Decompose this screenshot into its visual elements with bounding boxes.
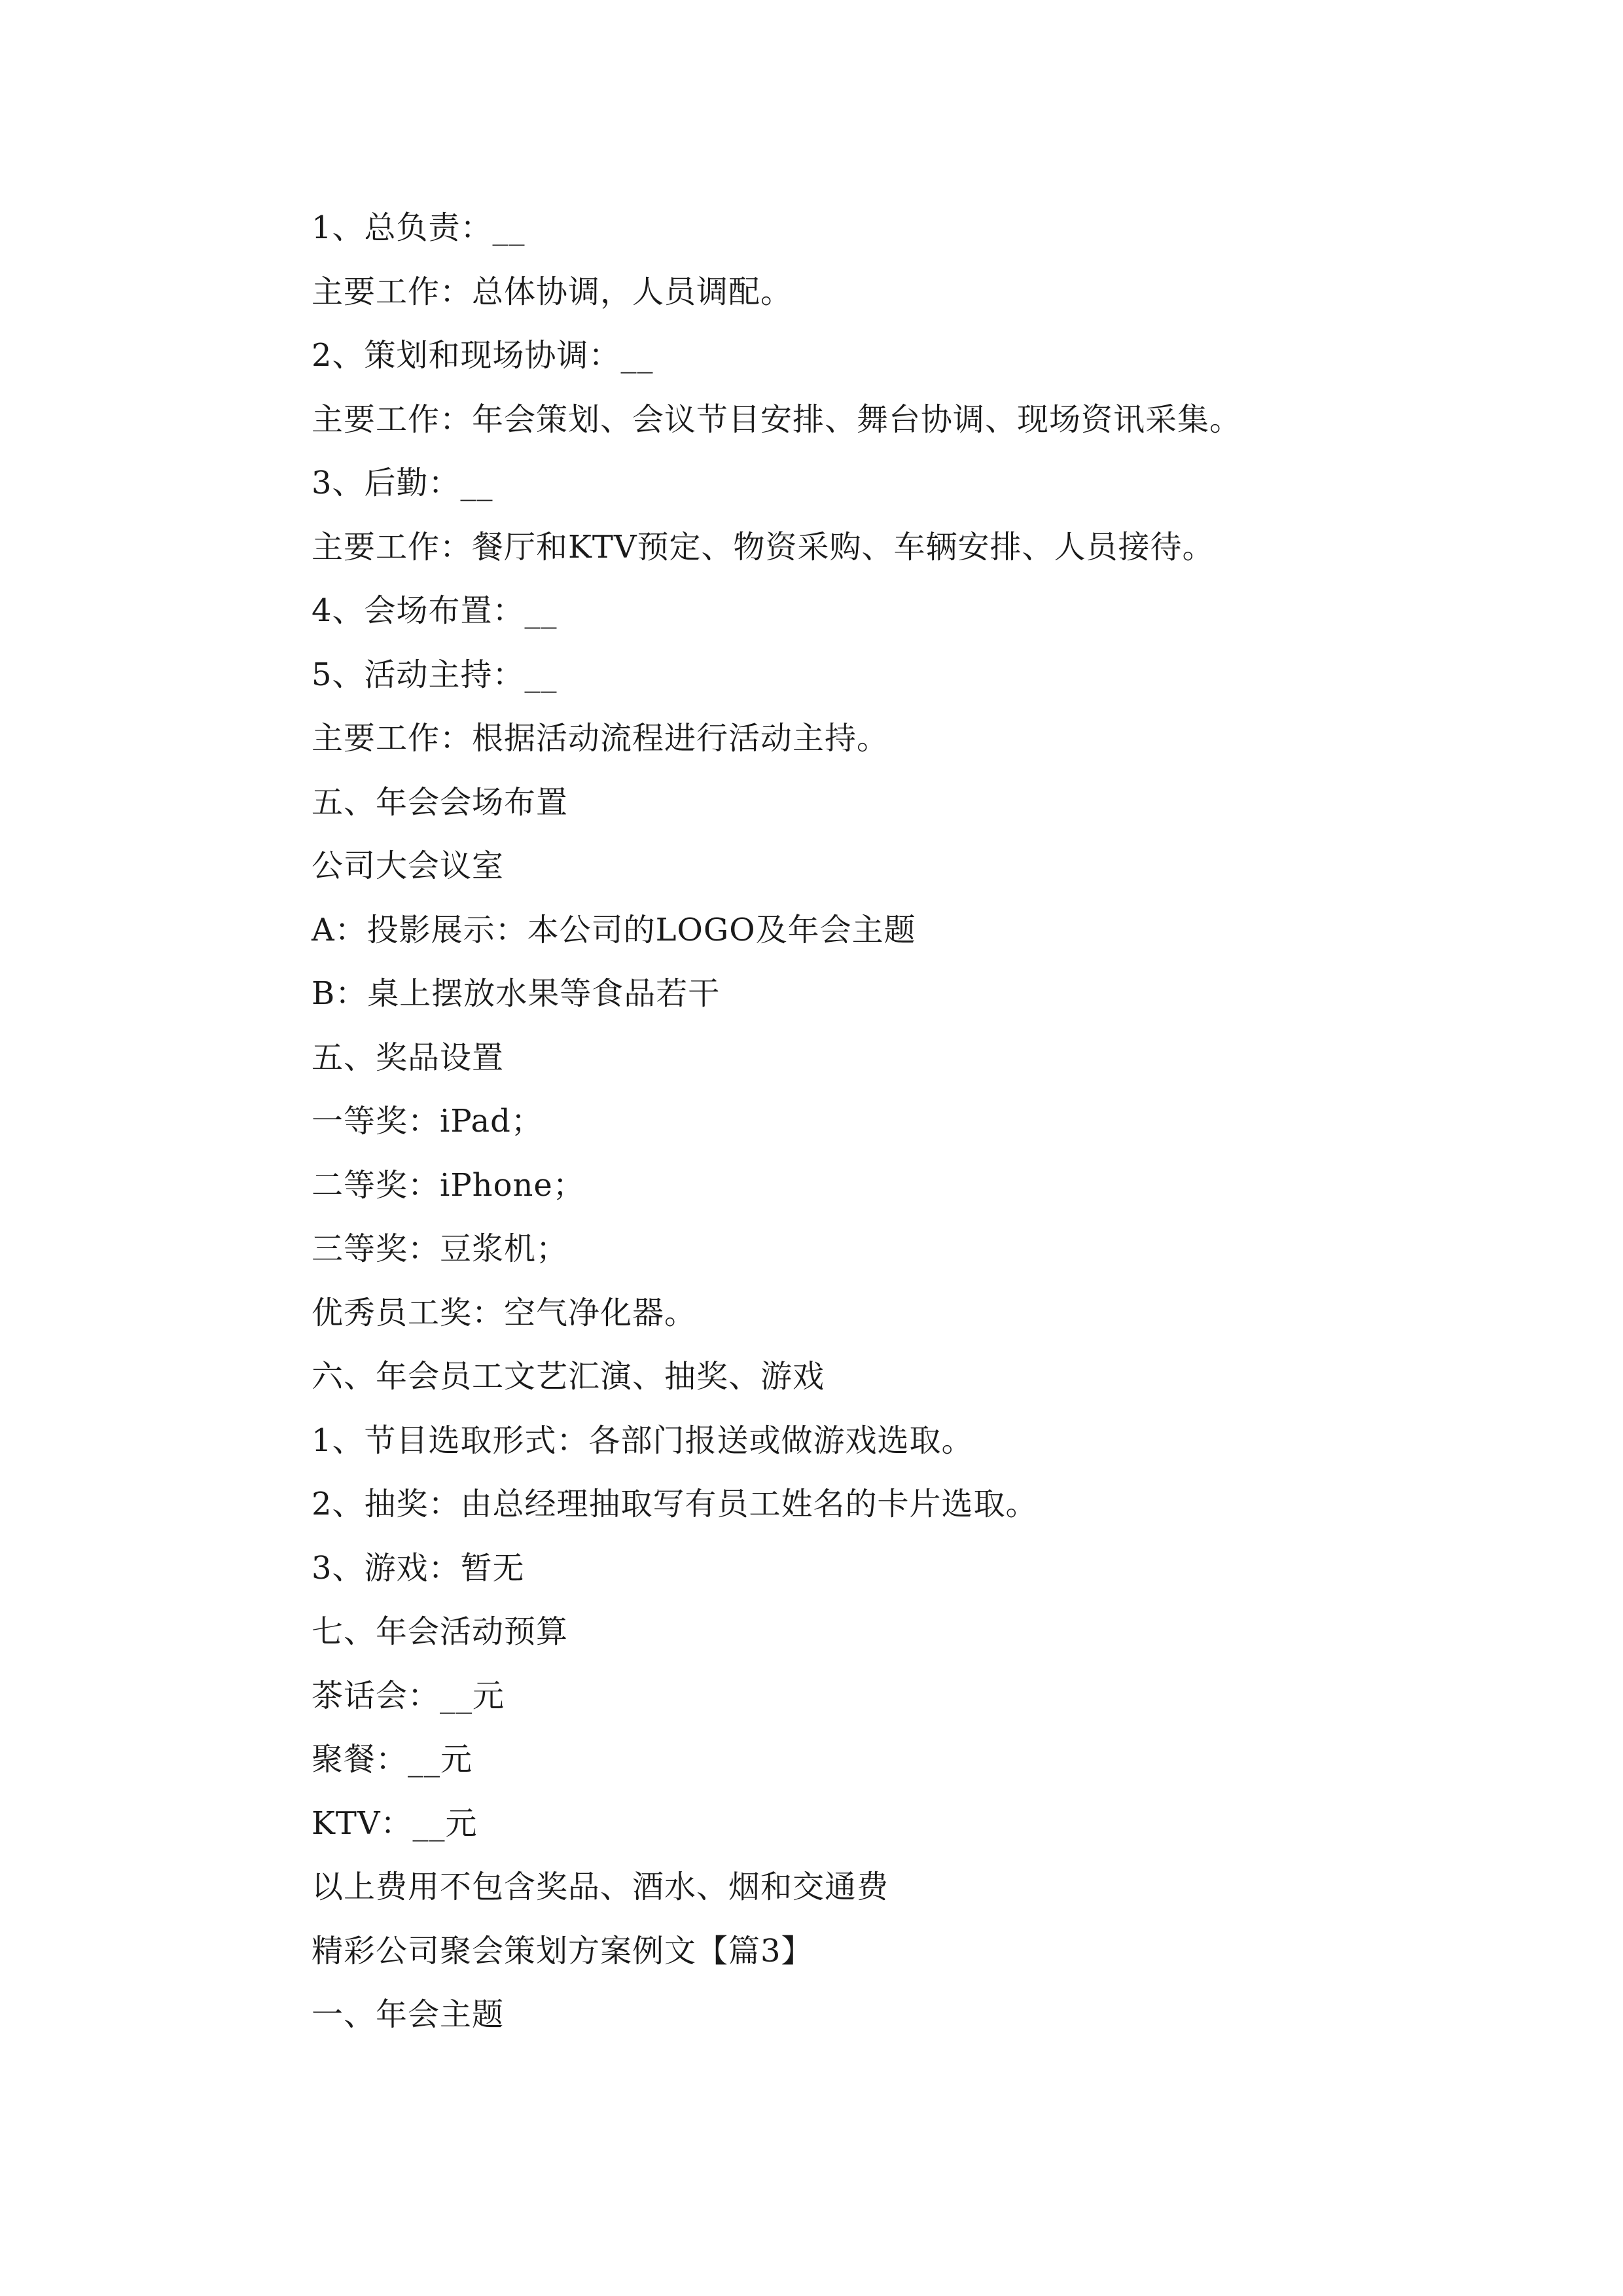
text-line: KTV：__元 [312, 1804, 478, 1842]
text-line: 主要工作：餐厅和KTV预定、物资采购、车辆安排、人员接待。 [312, 528, 1215, 565]
text-line: 二等奖：iPhone； [312, 1166, 585, 1204]
section-heading: 七、年会活动预算 [312, 1613, 569, 1650]
text-line: 一等奖：iPad； [312, 1103, 543, 1139]
document-body [312, 196, 1424, 2047]
text-line: B：桌上摆放水果等食品若干 [312, 975, 721, 1012]
text-line: 公司大会议室 [312, 848, 505, 884]
text-line: 以上费用不包含奖品、酒水、烟和交通费 [312, 1869, 889, 1905]
section-heading: 六、年会员工文艺汇演、抽奖、游戏 [312, 1358, 825, 1395]
text-line: 3、后勤：__ [312, 465, 493, 501]
text-line: 4、会场布置：__ [312, 592, 558, 629]
text-line: 1、总负责：__ [312, 209, 526, 246]
text-line: 主要工作：年会策划、会议节目安排、舞台协调、现场资讯采集。 [312, 401, 1242, 438]
text-line: 2、抽奖：由总经理抽取写有员工姓名的卡片选取。 [312, 1486, 1038, 1522]
section-heading: 五、年会会场布置 [312, 783, 569, 821]
article-title: 精彩公司聚会策划方案例文【篇3】 [312, 1932, 813, 1969]
text-line: 茶话会：__元 [312, 1677, 505, 1714]
text-line: A：投影展示：本公司的LOGO及年会主题 [312, 911, 916, 948]
text-line: 优秀员工奖：空气净化器。 [312, 1294, 697, 1331]
section-heading: 一、年会主题 [312, 1996, 505, 2033]
text-line: 三等奖：豆浆机； [312, 1230, 569, 1267]
text-line: 主要工作：总体协调，人员调配。 [312, 273, 793, 310]
text-line: 2、策划和现场协调：__ [312, 337, 654, 374]
text-line: 5、活动主持：__ [312, 656, 558, 693]
text-line: 1、节目选取形式：各部门报送或做游戏选取。 [312, 1422, 974, 1459]
section-heading: 五、奖品设置 [312, 1039, 505, 1076]
text-line: 聚餐：__元 [312, 1741, 473, 1778]
text-line: 3、游戏：暂无 [312, 1549, 525, 1587]
text-line: 主要工作：根据活动流程进行活动主持。 [312, 720, 889, 757]
